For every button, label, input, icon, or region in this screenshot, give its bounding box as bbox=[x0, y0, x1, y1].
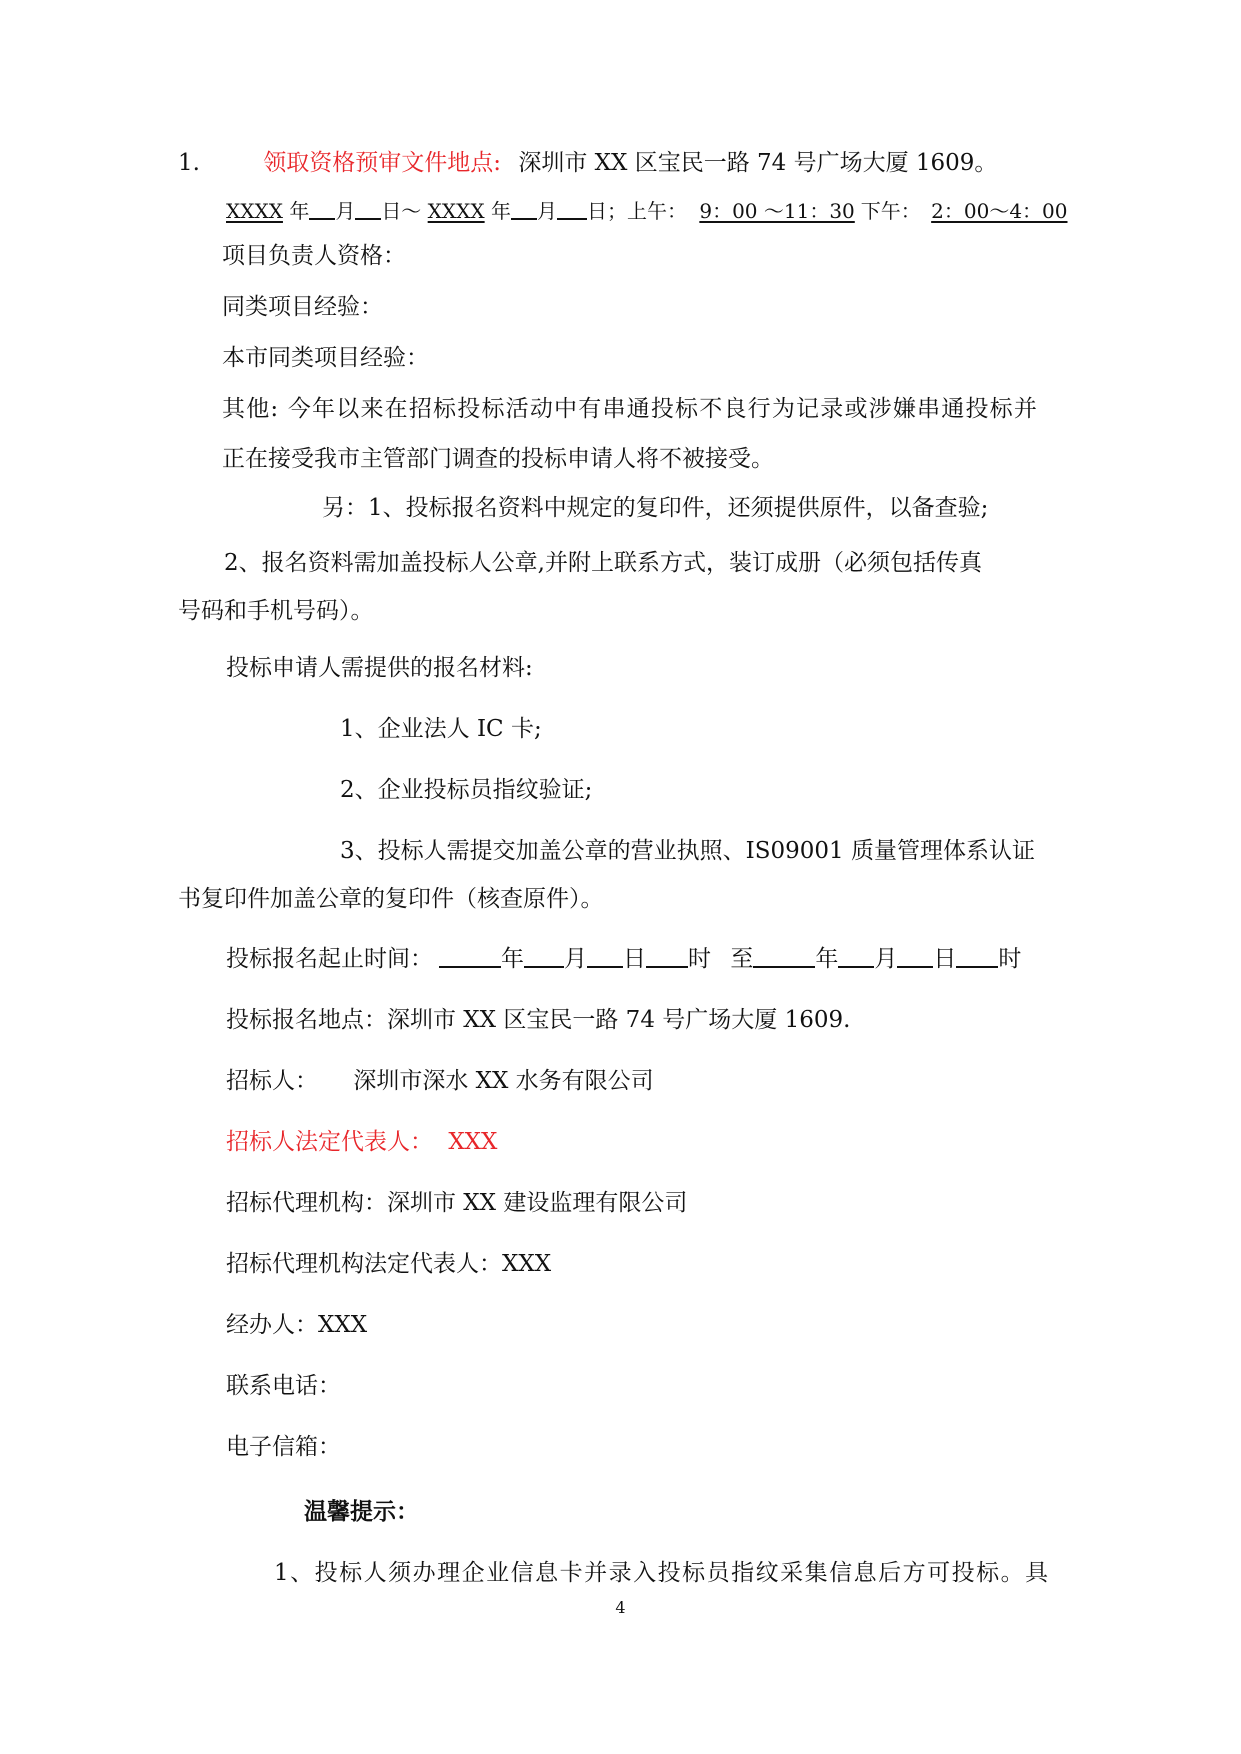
item1-address: 深圳市 XX 区宝民一路 74 号广场大厦 1609。 bbox=[518, 150, 998, 176]
similar-experience: 同类项目经验： bbox=[222, 294, 383, 320]
schedule-blank2 bbox=[355, 198, 381, 220]
manager-qualification: 项目负责人资格： bbox=[222, 243, 406, 269]
registration-place: 投标报名地点：深圳市 XX 区宝民一路 74 号广场大厦 1609. bbox=[226, 1007, 851, 1033]
materials-item3-line1: 3、投标人需提交加盖公章的营业执照、IS09001 质量管理体系认证 bbox=[340, 838, 1035, 864]
reg-blank-day2 bbox=[897, 946, 933, 968]
reg-year2: 年 bbox=[815, 946, 839, 972]
materials-heading: 投标申请人需提供的报名材料: bbox=[226, 655, 533, 681]
reg-day1: 日 bbox=[623, 946, 646, 972]
schedule-line bbox=[226, 196, 1068, 226]
agency: 招标代理机构：深圳市 XX 建设监理有限公司 bbox=[226, 1190, 688, 1216]
note2-line1: 2、报名资料需加盖投标人公章,并附上联系方式，装订成册（必须包括传真 bbox=[224, 550, 982, 576]
registration-time-line bbox=[226, 944, 1021, 974]
schedule-morning: 9：00 ～11：30 bbox=[699, 199, 855, 223]
reg-day2: 日 bbox=[933, 946, 957, 972]
schedule-afternoon-label: 下午： bbox=[860, 199, 921, 223]
tips-heading: 温馨提示： bbox=[304, 1499, 419, 1525]
schedule-seg1: 年 bbox=[289, 199, 310, 223]
reg-blank-year2 bbox=[753, 946, 815, 968]
reg-blank-year1 bbox=[439, 946, 501, 968]
contact-email: 电子信箱： bbox=[226, 1434, 341, 1460]
reg-to: 至 bbox=[730, 946, 754, 972]
reg-blank-hour1 bbox=[646, 946, 688, 968]
other-line2: 正在接受我市主管部门调查的投标申请人将不被接受。 bbox=[222, 446, 774, 472]
schedule-seg6: 日；上午： bbox=[586, 199, 687, 223]
tenderer-line bbox=[226, 1066, 654, 1096]
reg-hour1: 时 bbox=[688, 946, 711, 972]
other-line1: 其他: 今年以来在招标投标活动中有串通投标不良行为记录或涉嫌串通投标并 bbox=[222, 396, 1039, 422]
schedule-year1: XXXX bbox=[226, 199, 283, 223]
agency-rep: 招标代理机构法定代表人：XXX bbox=[226, 1251, 552, 1277]
materials-item1: 1、企业法人 IC 卡; bbox=[340, 716, 542, 742]
note2-line2: 号码和手机号码）。 bbox=[178, 598, 374, 624]
reg-blank-month2 bbox=[838, 946, 874, 968]
reg-blank-day1 bbox=[587, 946, 623, 968]
tenderer-label: 招标人： bbox=[226, 1068, 318, 1094]
reg-blank-month1 bbox=[524, 946, 564, 968]
schedule-blank3 bbox=[511, 198, 537, 220]
tenderer-name: 深圳市深水 XX 水务有限公司 bbox=[353, 1068, 654, 1094]
materials-item2: 2、企业投标员指纹验证; bbox=[340, 777, 593, 803]
materials-item3-line2: 书复印件加盖公章的复印件（核查原件）。 bbox=[178, 886, 604, 912]
schedule-seg4: 年 bbox=[490, 199, 511, 223]
item1-line bbox=[178, 148, 997, 178]
handler: 经办人：XXX bbox=[226, 1312, 368, 1338]
legal-rep-name: XXX bbox=[448, 1129, 498, 1155]
schedule-afternoon: 2：00～4：00 bbox=[931, 199, 1068, 223]
local-similar-experience: 本市同类项目经验： bbox=[222, 345, 429, 371]
reg-hour2: 时 bbox=[998, 946, 1022, 972]
schedule-blank1 bbox=[309, 198, 335, 220]
schedule-year2: XXXX bbox=[427, 199, 485, 223]
item1-label: 领取资格预审文件地点: bbox=[263, 150, 502, 176]
schedule-blank4 bbox=[557, 198, 587, 220]
page-number: 4 bbox=[615, 1598, 626, 1617]
reg-month1: 月 bbox=[564, 946, 587, 972]
reg-blank-hour2 bbox=[956, 946, 998, 968]
contact-phone: 联系电话： bbox=[226, 1373, 341, 1399]
tips-item1: 1、投标人须办理企业信息卡并录入投标员指纹采集信息后方可投标。具 bbox=[274, 1560, 1050, 1586]
legal-rep-label: 招标人法定代表人： bbox=[226, 1129, 433, 1155]
schedule-seg2: 月 bbox=[335, 199, 356, 223]
schedule-seg5: 月 bbox=[536, 199, 557, 223]
legal-rep-line bbox=[226, 1127, 497, 1157]
note1: 另：1、投标报名资料中规定的复印件，还须提供原件，以备查验; bbox=[322, 495, 989, 521]
item1-number: 1. bbox=[178, 150, 200, 176]
schedule-seg3: 日～ bbox=[381, 199, 422, 223]
reg-month2: 月 bbox=[874, 946, 898, 972]
registration-time-label: 投标报名起止时间： bbox=[226, 946, 433, 972]
reg-year1: 年 bbox=[501, 946, 524, 972]
